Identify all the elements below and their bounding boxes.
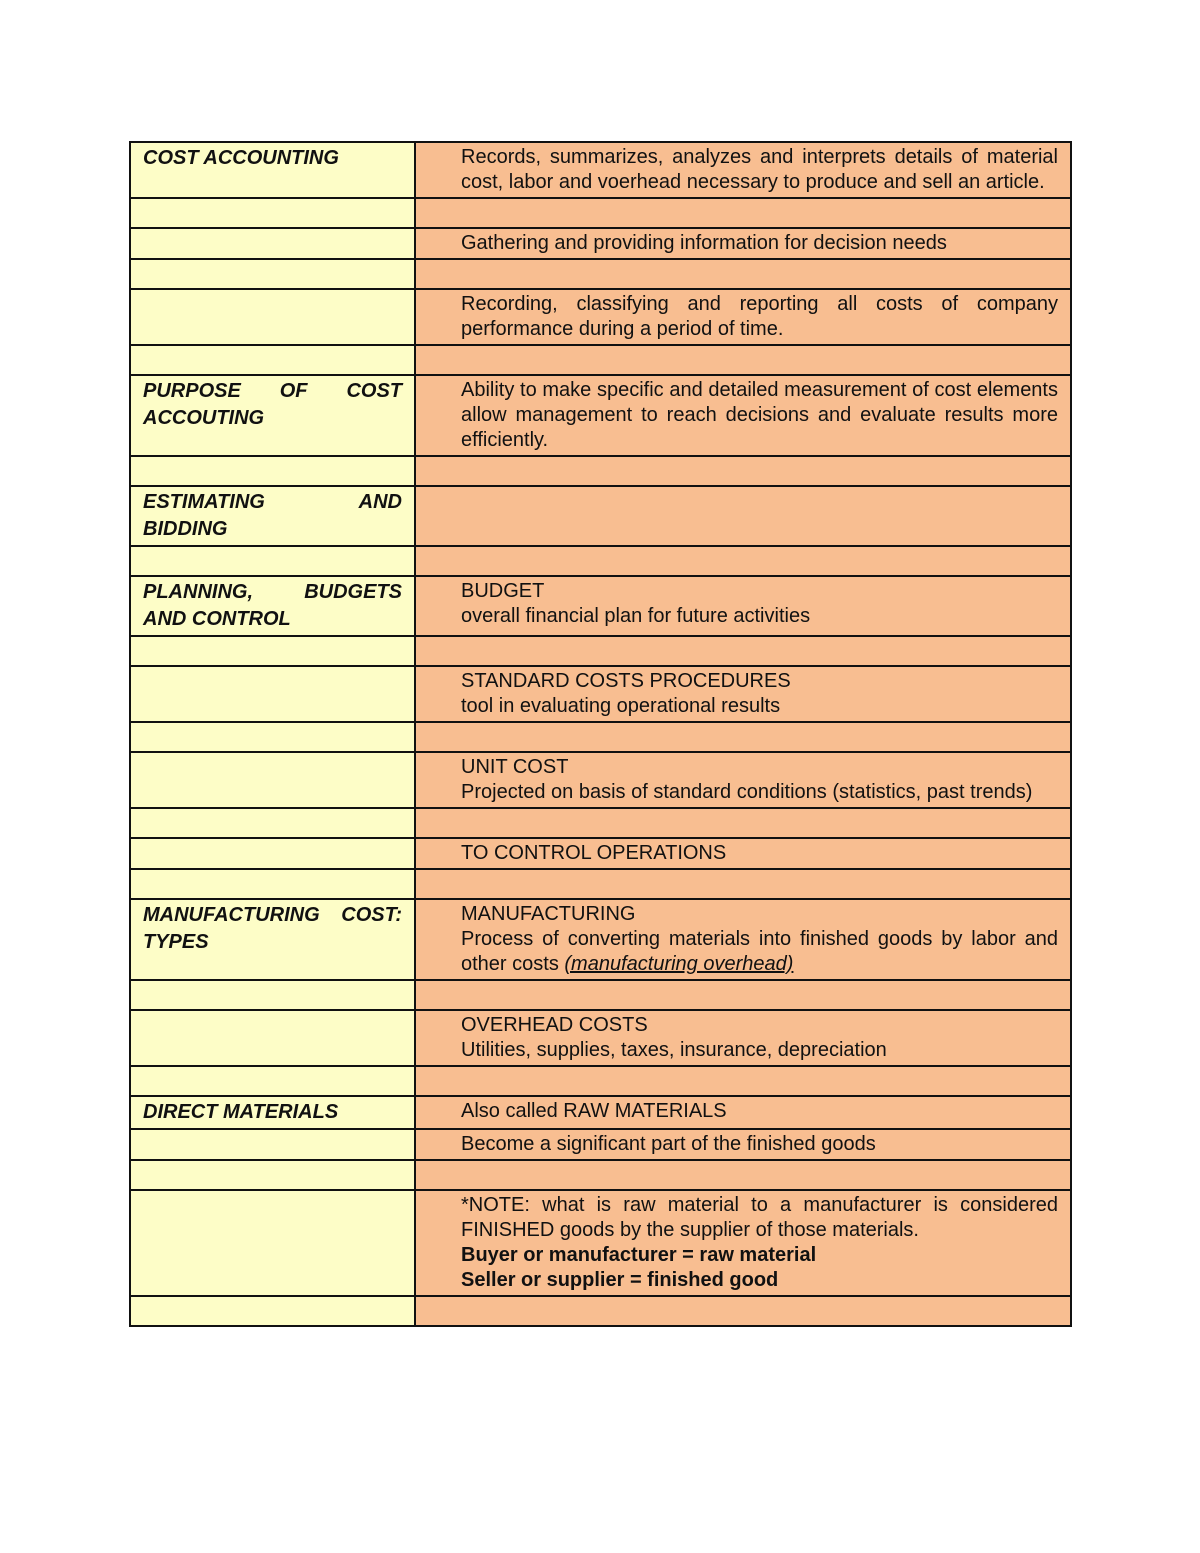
definition-line: Become a significant part of the finished goods [461, 1133, 876, 1155]
definition-cell [415, 345, 1071, 375]
table-row [130, 228, 1071, 259]
table-row [130, 838, 1071, 869]
term-label: MANUFACTURING COST: TYPES [143, 904, 402, 953]
table-row [130, 899, 1071, 980]
term-cell [130, 345, 415, 375]
term-cell [130, 486, 415, 546]
term-label: PURPOSE OF COST ACCOUTING [143, 380, 402, 429]
term-cell [130, 722, 415, 752]
term-label: COST ACCOUNTING [143, 147, 339, 169]
term-cell [130, 1160, 415, 1190]
definition-cell [415, 1066, 1071, 1096]
definition-cell [415, 1010, 1071, 1066]
term-cell [130, 752, 415, 808]
term-label: PLANNING, BUDGETS AND CONTROL [143, 581, 402, 630]
term-cell [130, 456, 415, 486]
term-cell [130, 666, 415, 722]
definition-cell [415, 722, 1071, 752]
table-row [130, 456, 1071, 486]
definition-line: Projected on basis of standard conditions (statistics, past trends) [461, 781, 1033, 803]
definition-cell [415, 838, 1071, 869]
term-cell [130, 980, 415, 1010]
definition-line: STANDARD COSTS PROCEDURES [461, 670, 791, 692]
table-row [130, 752, 1071, 808]
term-cell [130, 142, 415, 198]
definition-line: Ability to make specific and detailed measurement of cost elements allow management to reach decisions and evaluate results more efficiently. [461, 379, 1058, 451]
definition-line: tool in evaluating operational results [461, 695, 781, 717]
definition-line: overall financial plan for future activities [461, 605, 811, 627]
cost-accounting-table [129, 141, 1072, 1327]
definition-cell [415, 666, 1071, 722]
definition-cell [415, 228, 1071, 259]
note-bold-line: Seller or supplier = finished good [461, 1269, 779, 1291]
term-label: ESTIMATING AND BIDDING [143, 491, 402, 540]
term-cell [130, 808, 415, 838]
definition-cell [415, 576, 1071, 636]
table-row [130, 869, 1071, 899]
term-label: DIRECT MATERIALS [143, 1101, 339, 1123]
definition-line: Records, summarizes, analyzes and interprets details of material cost, labor and voerhead necessary to produce and sell an article. [461, 146, 1058, 193]
table-row [130, 142, 1071, 198]
definition-cell [415, 1129, 1071, 1160]
table-row [130, 1066, 1071, 1096]
definition-line: TO CONTROL OPERATIONS [461, 842, 727, 864]
definition-cell [415, 486, 1071, 546]
table-row [130, 722, 1071, 752]
definition-cell [415, 375, 1071, 456]
process-definition [461, 927, 1058, 977]
table-row [130, 636, 1071, 666]
term-cell [130, 838, 415, 869]
table-row [130, 1096, 1071, 1129]
definition-cell [415, 198, 1071, 228]
table-row [130, 576, 1071, 636]
table-row [130, 289, 1071, 345]
definition-cell [415, 1296, 1071, 1326]
term-cell [130, 1190, 415, 1296]
table-row [130, 345, 1071, 375]
definition-cell [415, 899, 1071, 980]
term-cell [130, 869, 415, 899]
definition-line: *NOTE: what is raw material to a manufacturer is considered FINISHED goods by the supplier of those materials. [461, 1194, 1058, 1241]
definition-line: MANUFACTURING [461, 903, 636, 925]
definition-line: BUDGET [461, 580, 545, 602]
term-cell [130, 259, 415, 289]
process-text: Process of converting materials into finished goods by labor and other costs [461, 928, 1058, 975]
term-cell [130, 899, 415, 980]
table-row [130, 980, 1071, 1010]
definition-line: Also called RAW MATERIALS [461, 1100, 727, 1122]
table-body [130, 142, 1071, 1326]
term-cell [130, 1129, 415, 1160]
definition-line: OVERHEAD COSTS [461, 1014, 648, 1036]
definition-cell [415, 289, 1071, 345]
term-cell [130, 375, 415, 456]
table-row [130, 1190, 1071, 1296]
table-row [130, 1160, 1071, 1190]
definition-cell [415, 808, 1071, 838]
term-cell [130, 1296, 415, 1326]
term-cell [130, 576, 415, 636]
definition-cell [415, 142, 1071, 198]
term-cell [130, 1010, 415, 1066]
term-cell [130, 1096, 415, 1129]
table-row [130, 666, 1071, 722]
table-row [130, 486, 1071, 546]
definition-cell [415, 752, 1071, 808]
definition-cell [415, 1096, 1071, 1129]
definition-cell [415, 980, 1071, 1010]
definition-line: Utilities, supplies, taxes, insurance, depreciation [461, 1039, 887, 1061]
term-cell [130, 636, 415, 666]
note-bold-line: Buyer or manufacturer = raw material [461, 1244, 817, 1266]
definition-line: Recording, classifying and reporting all costs of company performance during a period of time. [461, 293, 1058, 340]
definition-cell [415, 636, 1071, 666]
term-cell [130, 198, 415, 228]
definition-line: Gathering and providing information for decision needs [461, 232, 947, 254]
table-row [130, 546, 1071, 576]
definition-line: UNIT COST [461, 756, 569, 778]
table-row [130, 375, 1071, 456]
term-cell [130, 546, 415, 576]
table-row [130, 259, 1071, 289]
table-row [130, 198, 1071, 228]
table-row [130, 808, 1071, 838]
table-row [130, 1129, 1071, 1160]
definition-cell [415, 869, 1071, 899]
definition-cell [415, 456, 1071, 486]
definition-cell [415, 1160, 1071, 1190]
table-row [130, 1010, 1071, 1066]
term-cell [130, 289, 415, 345]
definition-cell [415, 1190, 1071, 1296]
definition-cell [415, 546, 1071, 576]
definition-cell [415, 259, 1071, 289]
table-row [130, 1296, 1071, 1326]
process-emphasis: (manufacturing overhead) [564, 953, 794, 975]
term-cell [130, 228, 415, 259]
term-cell [130, 1066, 415, 1096]
